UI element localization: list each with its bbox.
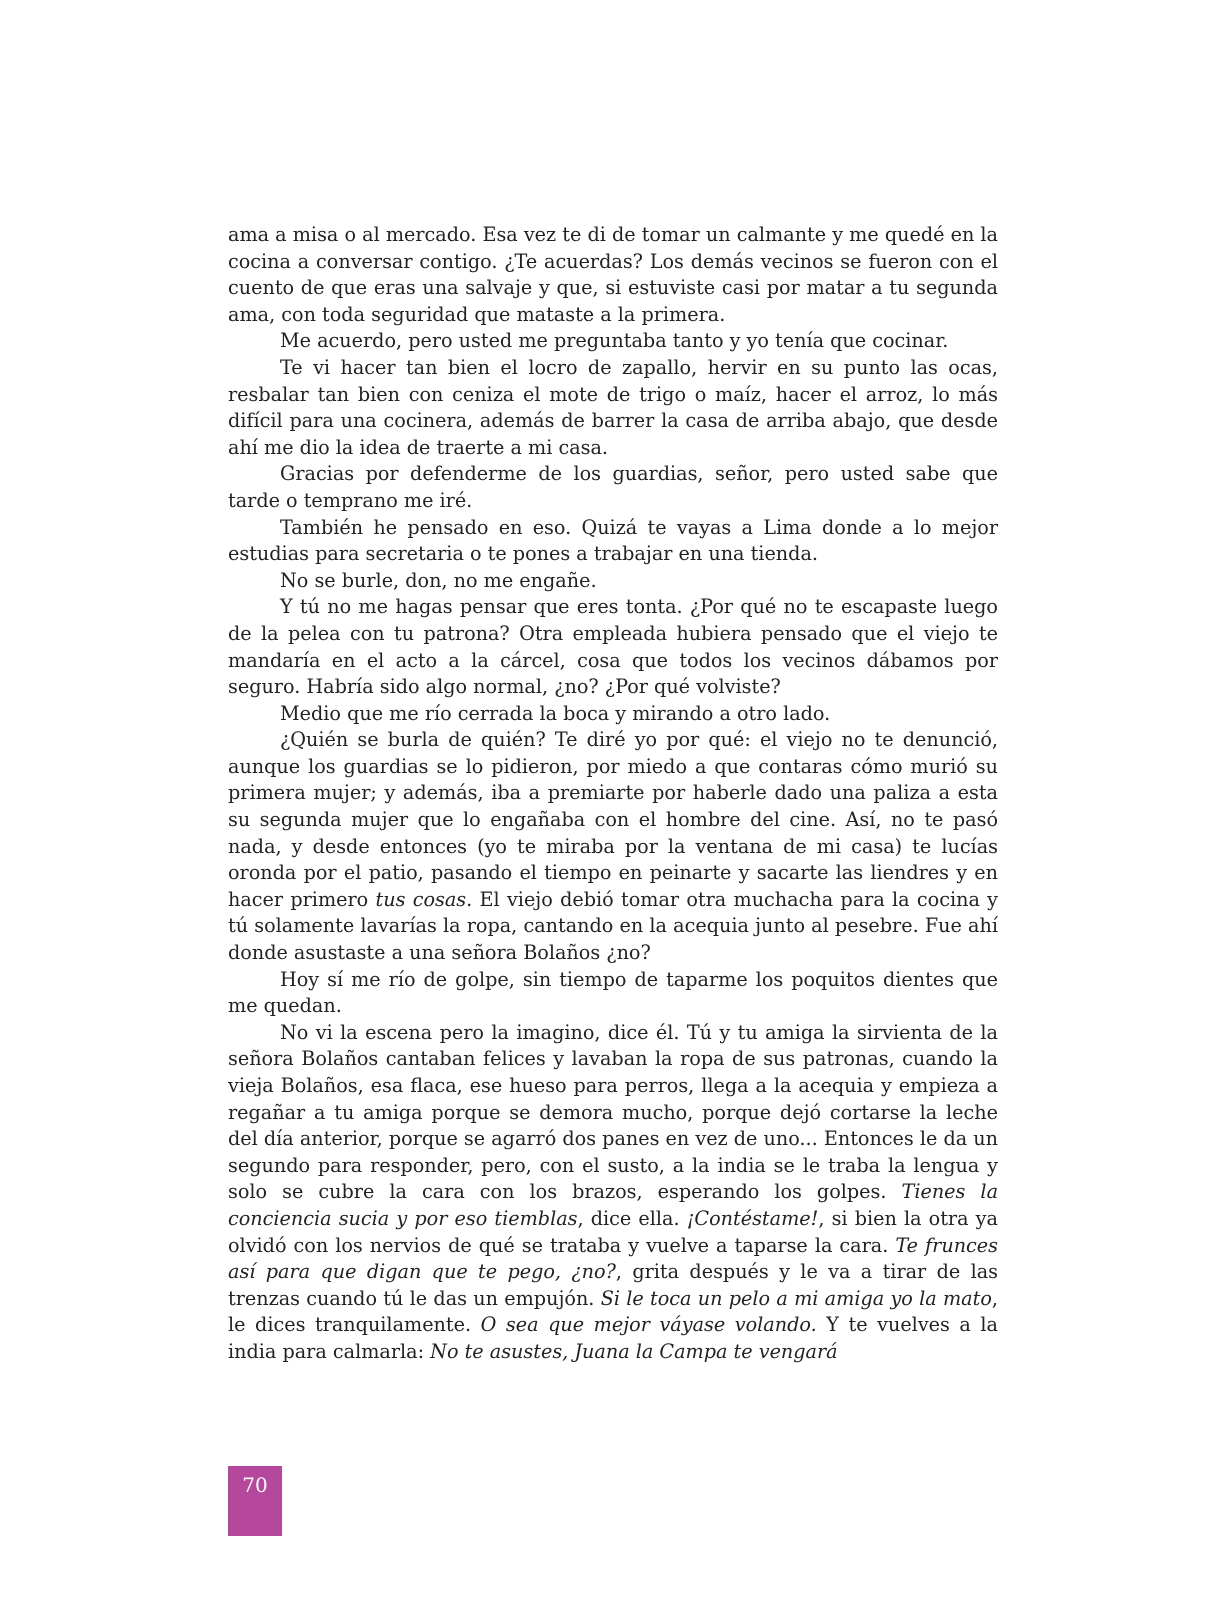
- text-run: Gracias por defenderme de los guardias, señor, pero usted sabe que tarde o temprano me iré.: [228, 462, 998, 512]
- paragraph: [228, 701, 998, 728]
- paragraph: [228, 967, 998, 1020]
- text-run: Medio que me río cerrada la boca y mirando a otro lado.: [280, 701, 831, 725]
- text-run: Te vi hacer tan bien el locro de zapallo, hervir en su punto las ocas, resbalar tan bien con ceniza el mote de trigo o maíz, hacer el arroz, lo más difícil para una cocinera, además de barrer la casa de arriba abajo, que desde ahí me dio la idea de traerte a mi casa.: [228, 355, 998, 459]
- paragraph: [228, 328, 998, 355]
- text-run: ¿Quién se burla de quién? Te diré yo por qué: el viejo no te denunció, aunque los guardias se lo pidieron, por miedo a que contaras cómo murió su primera mujer; y además, iba a premiarte por haberle dado una paliza a esta su segunda mujer que lo engañaba con el hombre del cine. Así, no te pasó nada, y desde entonces (yo te miraba por la ventana de mi casa) te lucías oronda por el patio, pasando el tiempo en peinarte y sacarte las liendres y en hacer primero: [228, 728, 998, 911]
- text-run: . El viejo debió tomar otra muchacha para la cocina y tú solamente lavarías la ropa, cantando en la acequia junto al pesebre. Fue ahí donde asustaste a una señora Bolaños ¿no?: [228, 887, 999, 965]
- italic-run: tus cosas: [375, 887, 467, 911]
- paragraph: [228, 515, 998, 568]
- text-run: , si bien la otra ya olvidó con los nervios de qué se trataba y vuelve a taparse la cara.: [228, 1206, 998, 1257]
- text-run: Me acuerdo, pero usted me preguntaba tanto y yo tenía que cocinar.: [280, 329, 949, 353]
- italic-run: No te asustes, Juana la Campa te vengará: [430, 1339, 838, 1363]
- text-run: Hoy sí me río de golpe, sin tiempo de taparme los poquitos dientes que me quedan.: [228, 967, 998, 1018]
- text-run: , dice ella.: [577, 1206, 687, 1230]
- text-run: No vi la escena pero la imagino, dice él. Tú y tu amiga la sirvienta de la señora Bolaños cantaban felices y lavaban la ropa de sus patronas, cuando la vieja Bolaños, esa flaca, ese hueso para perros, llega a la acequia y empieza a regañar a tu amiga porque se demora mucho, porque dejó cortarse la leche del día anterior, porque se agarró dos panes en vez de uno... Entonces le da un segundo para responder, pero, con el susto, a la india se le traba la lengua y solo se cubre la cara con los brazos, esperando los golpes.: [228, 1020, 998, 1204]
- page-number: 70: [242, 1473, 268, 1497]
- italic-run: O sea que mejor váyase volando.: [480, 1313, 817, 1337]
- italic-run: Te frunces así para que digan que te pego, ¿no?: [228, 1233, 998, 1284]
- text-run: , le dices tranquilamente.: [228, 1286, 998, 1337]
- text-run: , grita después y le va a tirar de las trenzas cuando tú le das un empujón.: [228, 1260, 998, 1310]
- paragraph: [228, 594, 998, 700]
- text-run: No se burle, don, no me engañe.: [280, 568, 597, 592]
- paragraph: [228, 355, 998, 461]
- text-run: Y te vuelves a la india para calmarla:: [228, 1313, 998, 1363]
- paragraph: [228, 568, 998, 595]
- page-number-tab: [228, 1466, 282, 1536]
- paragraph: [228, 727, 998, 966]
- text-run: También he pensado en eso. Quizá te vayas a Lima donde a lo mejor estudias para secretaria o te pones a trabajar en una tienda.: [228, 515, 998, 566]
- italic-run: Si le toca un pelo a mi amiga yo la mato: [600, 1286, 992, 1310]
- italic-run: Tienes la conciencia sucia y por eso tiemblas: [228, 1180, 999, 1230]
- text-run: ama a misa o al mercado. Esa vez te di de tomar un calmante y me quedé en la cocina a conversar contigo. ¿Te acuerdas? Los demás vecinos se fueron con el cuento de que eras una salvaje y que, si estuviste casi por matar a tu segunda ama, con toda seguridad que mataste a la primera.: [228, 223, 998, 326]
- italic-run: ¡Contéstame!: [686, 1206, 819, 1230]
- paragraph: [228, 461, 998, 514]
- body-text: [228, 222, 998, 1366]
- paragraph: [228, 1020, 998, 1366]
- text-run: Y tú no me hagas pensar que eres tonta. ¿Por qué no te escapaste luego de la pelea con tu patrona? Otra empleada hubiera pensado que el viejo te mandaría en el acto a la cárcel, cosa que todos los vecinos dábamos por seguro. Habría sido algo normal, ¿no? ¿Por qué volviste?: [228, 595, 998, 699]
- paragraph: [228, 222, 998, 328]
